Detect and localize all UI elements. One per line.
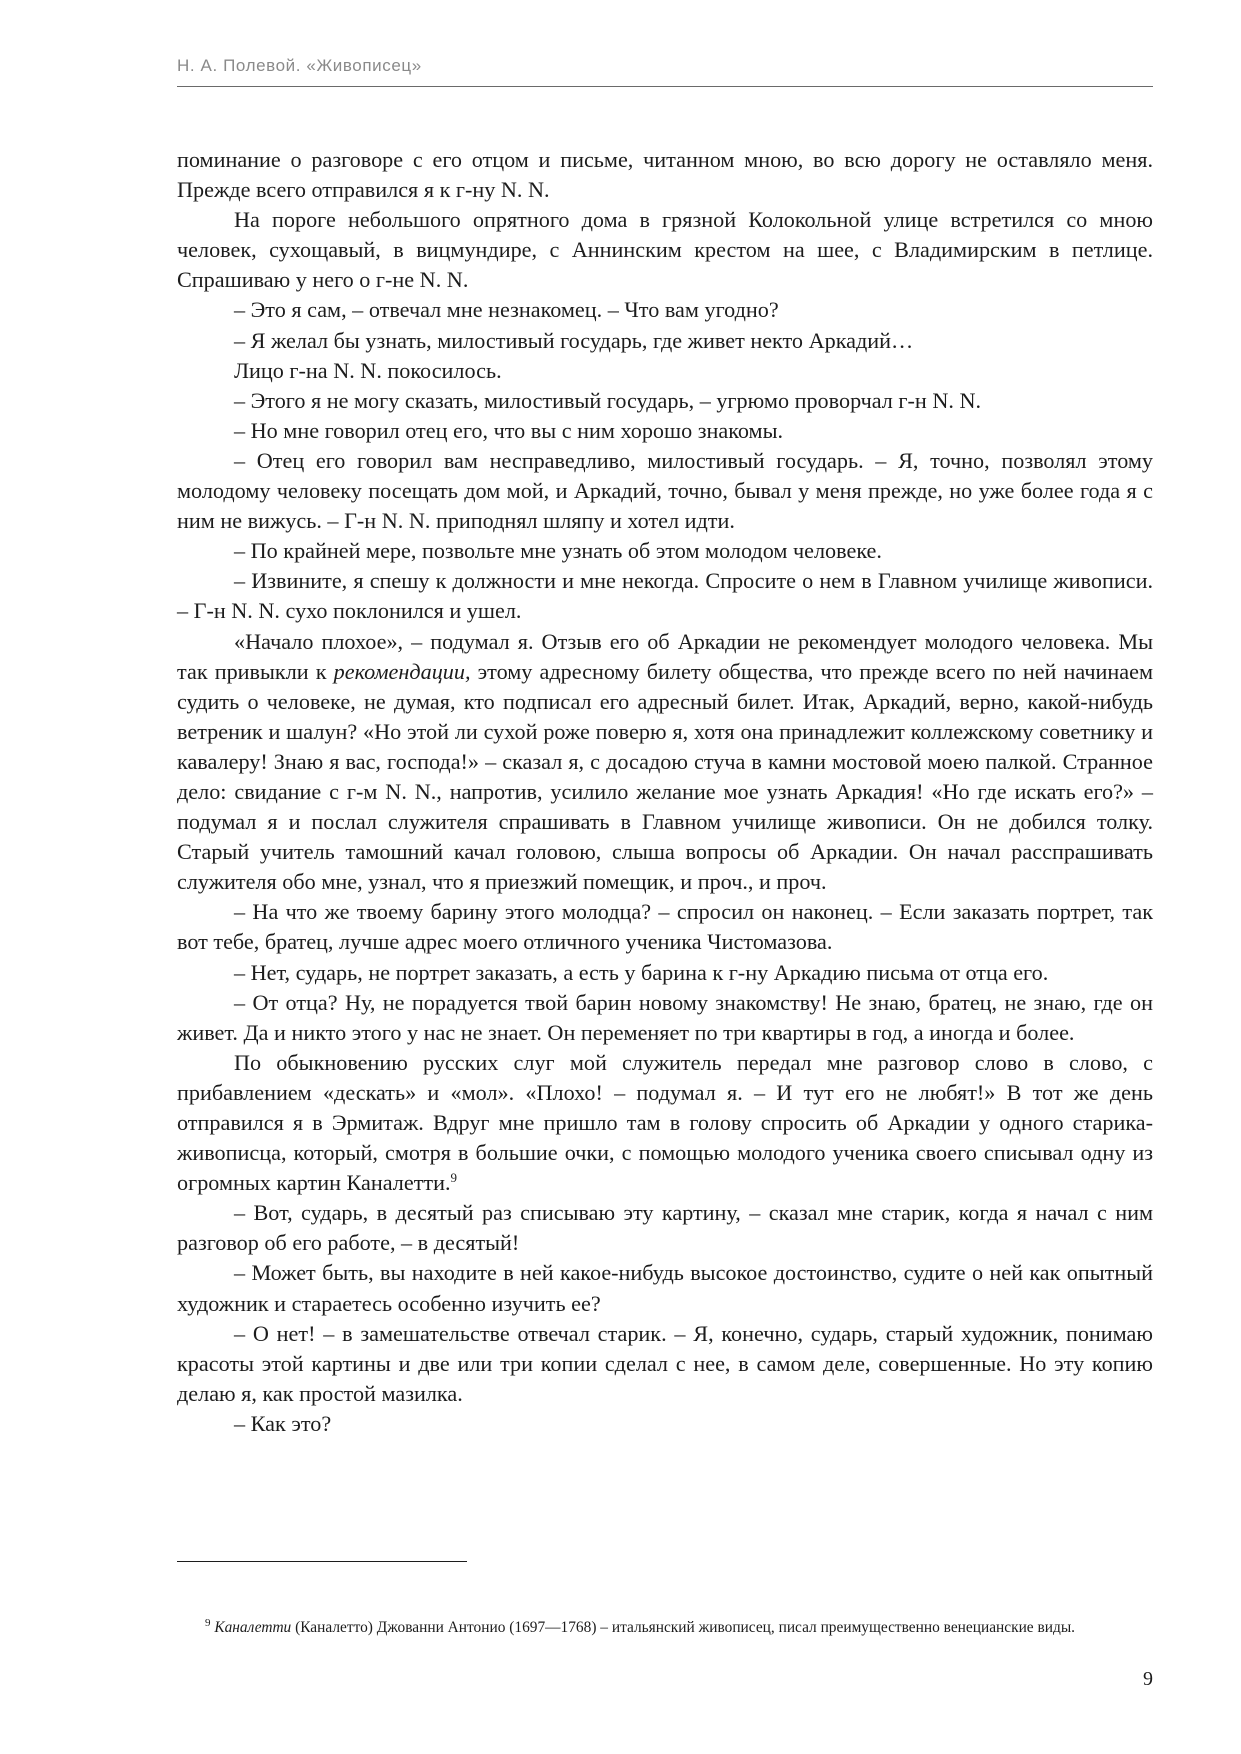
paragraph: – Как это? (234, 1410, 332, 1436)
paragraph: – Этого я не могу сказать, милостивый государь, – угрюмо проворчал г-н N. N. (234, 387, 982, 413)
paragraph: – Может быть, вы находите в ней какое-нибудь высокое достоинство, судите о ней как опытный художник и стараетесь особенно изучить ее? (177, 1260, 1153, 1316)
footnote (177, 1616, 1153, 1640)
header-rule (177, 86, 1153, 87)
footnote-number: 9 (205, 1617, 211, 1629)
footnote-name: Каналетти (214, 1619, 292, 1636)
footnote-text: (Каналетто) Джованни Антонио (1697—1768) – итальянский живописец, писал преимущественно венецианские виды. (291, 1619, 1076, 1636)
paragraph: Лицо г-на N. N. покосилось. (234, 357, 502, 383)
paragraph: – На что же твоему барину этого молодца? – спросил он наконец. – Если заказать портрет, так вот тебе, братец, лучше адрес моего отличного ученика Чистомазова. (177, 899, 1153, 955)
italic-term: рекомендации, (333, 658, 471, 684)
paragraph: – Я желал бы узнать, милостивый государь, где живет некто Аркадий… (234, 327, 914, 353)
paragraph: На пороге небольшого опрятного дома в грязной Колокольной улице встретился со мною человек, сухощавый, в вицмундире, с Аннинским крестом на шее, с Владимирским в петлице. Спрашиваю у него о г-не N. N. (177, 207, 1153, 293)
paragraph: – От отца? Ну, не порадуется твой барин новому знакомству! Не знаю, братец, не знаю, где он живет. Да и никто этого у нас не знает. Он переменяет по три квартиры в год, а иногда и более. (177, 989, 1153, 1045)
paragraph: – Извините, я спешу к должности и мне некогда. Спросите о нем в Главном училище живописи. – Г-н N. N. сухо поклонился и ушел. (177, 568, 1153, 624)
body-text (177, 145, 1153, 1439)
running-header: Н. А. Полевой. «Живописец» (177, 56, 422, 75)
paragraph: – Нет, сударь, не портрет заказать, а есть у барина к г-ну Аркадию письма от отца его. (234, 959, 1049, 985)
paragraph: – Это я сам, – отвечал мне незнакомец. – Что вам угодно? (234, 297, 779, 323)
paragraph: – Отец его говорил вам несправедливо, милостивый государь. – Я, точно, позволял этому молодому человеку посещать дом мой, и Аркадий, точно, бывал у меня прежде, но уже более года я с ним не вижусь. – Г-н N. N. приподнял шляпу и хотел идти. (177, 447, 1153, 534)
paragraph (177, 1048, 1153, 1198)
paragraph-text: По обыкновению русских слуг мой служитель передал мне разговор слово в слово, с прибавлением «дескать» и «мол». «Плохо! – подумал я. – И тут его не любят!» В тот же день отправился я в Эрмитаж. Вдруг мне пришло там в голову спросить об Аркадии у одного старика-живописца, который, смотря в большие очки, с помощью молодого ученика своего списывал одну из огромных картин Каналетти. (177, 1049, 1153, 1196)
paragraph: – О нет! – в замешательстве отвечал старик. – Я, конечно, сударь, старый художник, понимаю красоты этой картины и две или три копии сделал с нее, в самом деле, совершенные. Но эту копию делаю я, как простой мазилка. (177, 1320, 1153, 1406)
footnote-reference[interactable]: 9 (450, 1170, 458, 1186)
paragraph-text: «Начало плохое», – подумал я. Отзыв его об Аркадии не рекомендует молодого человека. Мы так привыкли к (177, 628, 1153, 684)
paragraph: – По крайней мере, позвольте мне узнать об этом молодом человеке. (234, 538, 882, 564)
page-number: 9 (1143, 1668, 1153, 1690)
paragraph (177, 627, 1153, 898)
paragraph: – Но мне говорил отец его, что вы с ним хорошо знакомы. (234, 417, 784, 443)
paragraph: – Вот, сударь, в десятый раз списываю эту картину, – сказал мне старик, когда я начал с ним разговор об его работе, – в десятый! (177, 1200, 1153, 1256)
paragraph: поминание о разговоре с его отцом и письме, читанном мною, во всю дорогу не оставляло меня. Прежде всего отправился я к г-ну N. N. (177, 147, 1153, 203)
paragraph-text: этому адресному билету общества, что прежде всего по ней начинаем судить о человеке, не думая, кто подписал его адресный билет. Итак, Аркадий, верно, какой-нибудь ветреник и шалун? «Но этой ли сухой роже поверю я, хотя она принадлежит коллежскому советнику и кавалеру! Знаю я вас, господа!» – сказал я, с досадою стуча в камни мостовой моею палкой. Странное дело: свидание с г-м N. N., напротив, усилило желание мое узнать Аркадия! «Но где искать его?» – подумал я и послал служителя спрашивать в Главном училище живописи. Он не добился толку. Старый учитель тамошний качал головою, слыша вопросы об Аркадии. Он начал расспрашивать служителя обо мне, узнал, что я приезжий помещик, и проч., и проч. (177, 658, 1154, 895)
footnote-rule (177, 1561, 467, 1562)
